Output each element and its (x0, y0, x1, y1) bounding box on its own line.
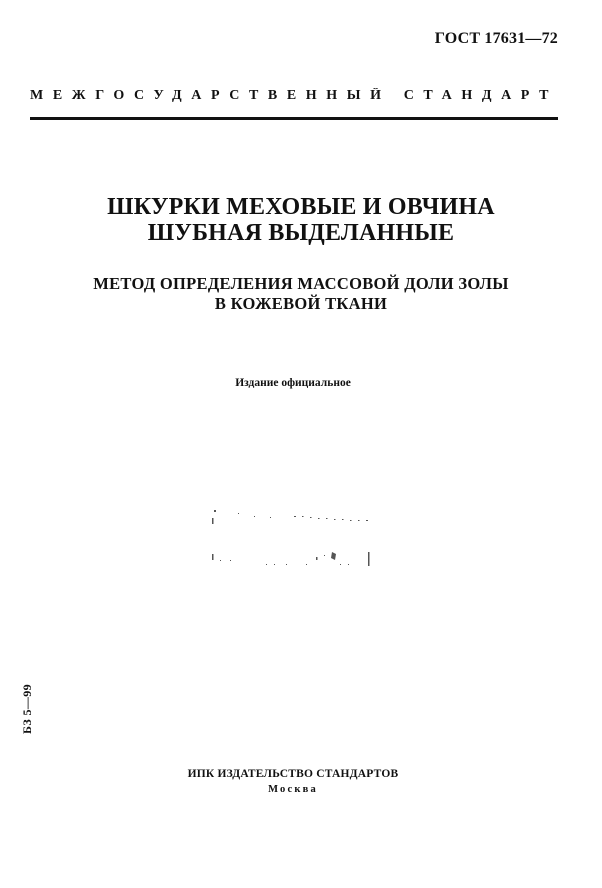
publication-city: Москва (268, 784, 318, 795)
document-subtitle (0, 274, 602, 314)
subtitle-line-1: МЕТОД ОПРЕДЕЛЕНИЯ МАССОВОЙ ДОЛИ ЗОЛЫ (93, 274, 509, 293)
title-line-1: ШКУРКИ МЕХОВЫЕ И ОВЧИНА (107, 194, 495, 220)
standard-type-header: МЕЖГОСУДАРСТВЕННЫЙ СТАНДАРТ (30, 88, 558, 103)
side-registration-code: БЗ 5—99 (20, 683, 34, 734)
subtitle-line-2: В КОЖЕВОЙ ТКАНИ (214, 294, 388, 313)
title-line-2: ШУБНАЯ ВЫДЕЛАННЫЕ (147, 220, 455, 246)
header-rule (30, 117, 558, 120)
document-title (0, 194, 602, 246)
standard-code: ГОСТ 17631—72 (434, 30, 558, 47)
edition-label: Издание официальное (235, 377, 351, 389)
faded-stamp-marks (206, 508, 376, 572)
publisher-name: ИПК ИЗДАТЕЛЬСТВО СТАНДАРТОВ (187, 768, 399, 780)
